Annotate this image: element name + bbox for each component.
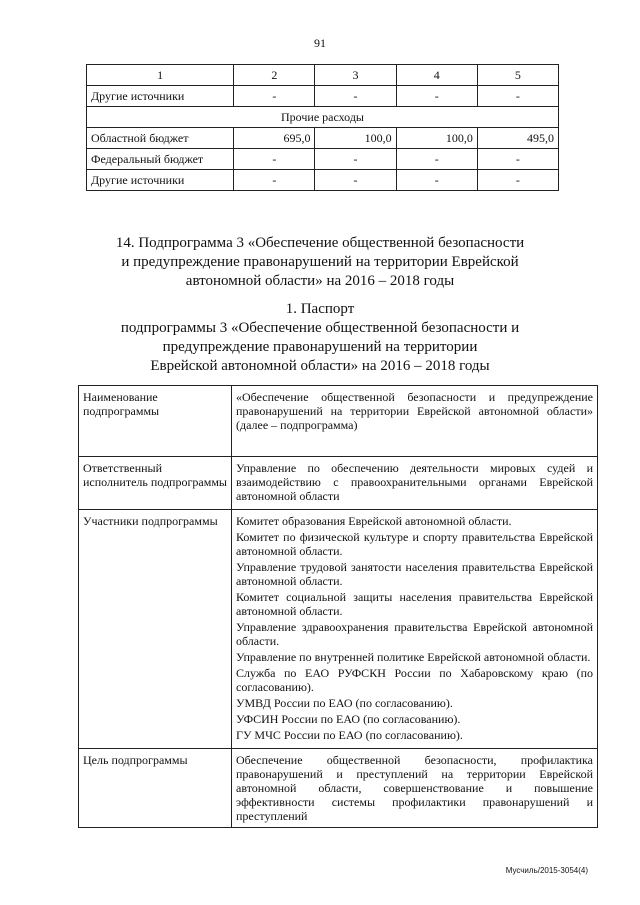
list-item: УФСИН России по ЕАО (по согласованию).	[236, 712, 461, 726]
cell-value: -	[396, 170, 477, 191]
row-label: Федеральный бюджет	[87, 149, 234, 170]
cell-value: 100,0	[396, 128, 477, 149]
section-heading	[60, 234, 580, 291]
passport-row-participants	[79, 510, 598, 749]
cell-value: -	[315, 86, 396, 107]
passport-row-name	[79, 386, 598, 457]
page-number: 91	[314, 36, 326, 50]
cell-value: -	[234, 86, 315, 107]
cell-value: -	[234, 170, 315, 191]
header-cell: 3	[315, 65, 396, 86]
table-header-row	[87, 65, 559, 86]
cell-value: -	[396, 149, 477, 170]
list-item: Управление здравоохранения правительства Еврейской автономной области.	[236, 620, 593, 648]
cell-value: 100,0	[315, 128, 396, 149]
row-label: Областной бюджет	[87, 128, 234, 149]
heading-line: 1. Паспорт	[285, 301, 355, 317]
list-item: Управление по внутренней политике Еврейской автономной области.	[236, 650, 591, 664]
cell-value: 695,0	[234, 128, 315, 149]
header-cell: 5	[477, 65, 558, 86]
row-value: Обеспечение общественной безопасности, профилактика правонарушений и преступлений на территории Еврейской автономной области, совершенствование и повышение эффективности системы профилактики правонарушений и преступлений	[232, 749, 598, 828]
table-section-row	[87, 107, 559, 128]
row-label: Цель подпрограммы	[79, 749, 232, 828]
header-cell: 1	[87, 65, 234, 86]
cell-value: -	[477, 170, 558, 191]
passport-row-goal	[79, 749, 598, 828]
passport-row-executor	[79, 457, 598, 510]
heading-line: 14. Подпрограмма 3 «Обеспечение общественной безопасности	[115, 235, 525, 251]
heading-line: и предупреждение правонарушений на территории Еврейской	[121, 254, 519, 270]
cell-value: -	[396, 86, 477, 107]
passport-heading	[60, 300, 580, 376]
funding-table	[86, 64, 559, 191]
header-cell: 2	[234, 65, 315, 86]
document-code: Мусчиль/2015-3054(4)	[505, 866, 588, 875]
cell-value: 495,0	[477, 128, 558, 149]
heading-line: Еврейской автономной области» на 2016 – 2018 годы	[150, 358, 490, 374]
row-label: Участники подпрограммы	[79, 510, 232, 749]
list-item: ГУ МЧС России по ЕАО (по согласованию).	[236, 728, 463, 742]
row-label: Другие источники	[87, 170, 234, 191]
table-row	[87, 149, 559, 170]
cell-value: -	[477, 149, 558, 170]
heading-line: подпрограммы 3 «Обеспечение общественной безопасности и	[120, 320, 520, 336]
list-item: Комитет образования Еврейской автономной области.	[236, 514, 512, 528]
section-title: Прочие расходы	[87, 107, 559, 128]
table-row	[87, 170, 559, 191]
participants-list	[232, 510, 598, 749]
cell-value: -	[315, 149, 396, 170]
cell-value: -	[477, 86, 558, 107]
table-row	[87, 86, 559, 107]
cell-value: -	[315, 170, 396, 191]
heading-line: автономной области» на 2016 – 2018 годы	[185, 273, 455, 289]
list-item: Комитет по физической культуре и спорту правительства Еврейской автономной области.	[236, 530, 593, 558]
heading-line: предупреждение правонарушений на территории	[162, 339, 478, 355]
row-label: Наименование подпрограммы	[79, 386, 232, 457]
row-label: Ответственный исполнитель подпрограммы	[79, 457, 232, 510]
row-value: Управление по обеспечению деятельности мировых судей и взаимодействию с правоохранительными органами Еврейской автономной области	[232, 457, 598, 510]
list-item: УМВД России по ЕАО (по согласованию).	[236, 696, 453, 710]
list-item: Управление трудовой занятости населения правительства Еврейской автономной области.	[236, 560, 593, 588]
table-row	[87, 128, 559, 149]
passport-table	[78, 385, 598, 828]
row-label: Другие источники	[87, 86, 234, 107]
list-item: Служба по ЕАО РУФСКН России по Хабаровскому краю (по согласованию).	[236, 666, 593, 694]
list-item: Комитет социальной защиты населения правительства Еврейской автономной области.	[236, 590, 593, 618]
row-value: «Обеспечение общественной безопасности и предупреждение правонарушений на территории Еврейской автономной области» (далее – подпрограмма)	[232, 386, 598, 457]
cell-value: -	[234, 149, 315, 170]
header-cell: 4	[396, 65, 477, 86]
